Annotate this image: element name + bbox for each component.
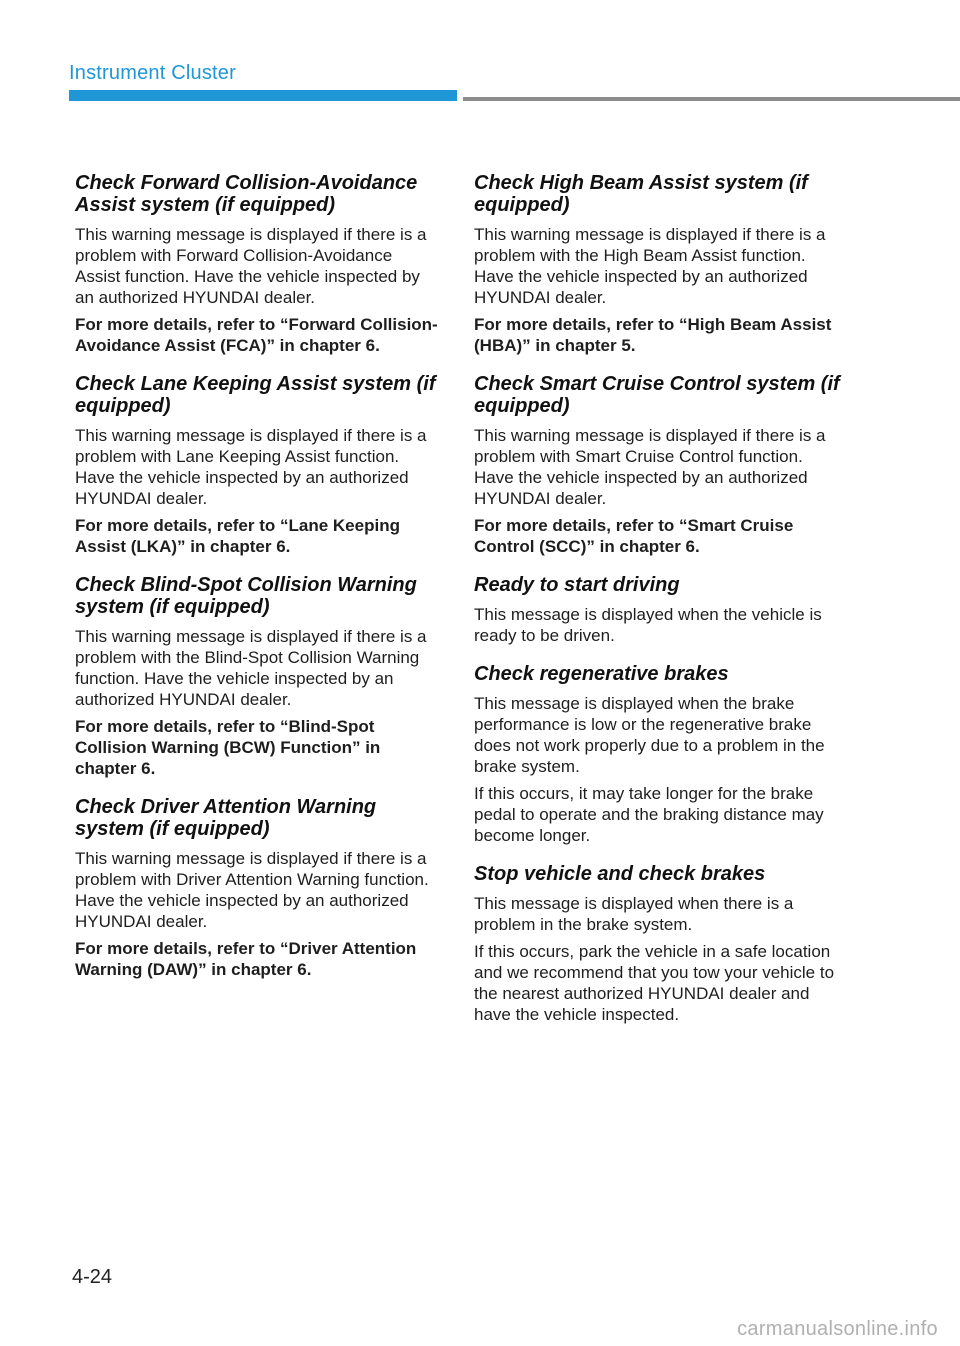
section-body: This warning message is displayed if there is a problem with Driver Attention Warning function. Have the vehicle inspected by an authorized HYUNDAI dealer. <box>75 849 429 931</box>
section-bcw <box>75 574 441 779</box>
section-title: Instrument Cluster <box>69 62 236 84</box>
section-body: This message is displayed when the brake performance is low or the regenerative brake does not work properly due to a problem in the brake system. <box>474 694 825 776</box>
section-heading: Check Driver Attention Warning system (if equipped) <box>75 796 377 840</box>
section-body: This warning message is displayed if there is a problem with Smart Cruise Control function. Have the vehicle inspected by an authorized HYUNDAI dealer. <box>474 426 826 508</box>
section-heading: Check Lane Keeping Assist system (if equipped) <box>75 373 436 417</box>
section-body: This warning message is displayed if there is a problem with the High Beam Assist function. Have the vehicle inspected by an authorized HYUNDAI dealer. <box>474 225 826 307</box>
section-ready <box>474 574 840 646</box>
section-heading: Check Blind-Spot Collision Warning system (if equipped) <box>75 574 417 618</box>
right-column <box>474 172 840 1042</box>
left-column <box>75 172 441 997</box>
section-lka <box>75 373 441 557</box>
section-body: This message is displayed when the vehicle is ready to be driven. <box>474 605 822 645</box>
section-reference: For more details, refer to “Blind-Spot Collision Warning (BCW) Function” in chapter 6. <box>75 717 381 778</box>
header-rule-grey <box>463 97 960 101</box>
section-reference: For more details, refer to “Smart Cruise Control (SCC)” in chapter 6. <box>474 516 794 556</box>
section-reference: For more details, refer to “Lane Keeping Assist (LKA)” in chapter 6. <box>75 516 400 556</box>
section-heading: Check regenerative brakes <box>474 663 729 685</box>
section-body: This warning message is displayed if there is a problem with Forward Collision-Avoidance Assist function. Have the vehicle inspected by an authorized HYUNDAI dealer. <box>75 225 427 307</box>
section-body-secondary: If this occurs, it may take longer for the brake pedal to operate and the braking distance may become longer. <box>474 784 824 845</box>
watermark: carmanualsonline.info <box>737 1318 938 1340</box>
page-number: 4-24 <box>72 1266 113 1288</box>
section-scc <box>474 373 840 557</box>
section-body: This message is displayed when there is a problem in the brake system. <box>474 894 794 934</box>
section-body: This warning message is displayed if there is a problem with the Blind-Spot Collision Warning function. Have the vehicle inspected by an authorized HYUNDAI dealer. <box>75 627 427 709</box>
section-body-secondary: If this occurs, park the vehicle in a safe location and we recommend that you tow your vehicle to the nearest authorized HYUNDAI dealer and have the vehicle inspected. <box>474 942 835 1024</box>
section-reference: For more details, refer to “Driver Attention Warning (DAW)” in chapter 6. <box>75 939 417 979</box>
section-heading: Check Forward Collision-Avoidance Assist system (if equipped) <box>75 172 418 216</box>
section-stop-vehicle <box>474 863 840 1025</box>
section-heading: Stop vehicle and check brakes <box>474 863 766 885</box>
section-heading: Check High Beam Assist system (if equipped) <box>474 172 808 216</box>
section-heading: Check Smart Cruise Control system (if equipped) <box>474 373 840 417</box>
section-daw <box>75 796 441 980</box>
section-regen-brakes <box>474 663 840 846</box>
section-heading: Ready to start driving <box>474 574 680 596</box>
section-fca <box>75 172 441 356</box>
section-hba <box>474 172 840 356</box>
section-body: This warning message is displayed if there is a problem with Lane Keeping Assist function. Have the vehicle inspected by an authorized HYUNDAI dealer. <box>75 426 427 508</box>
section-reference: For more details, refer to “Forward Collision-Avoidance Assist (FCA)” in chapter 6. <box>75 315 438 355</box>
header-rule-accent <box>69 90 457 101</box>
section-reference: For more details, refer to “High Beam Assist (HBA)” in chapter 5. <box>474 315 832 355</box>
